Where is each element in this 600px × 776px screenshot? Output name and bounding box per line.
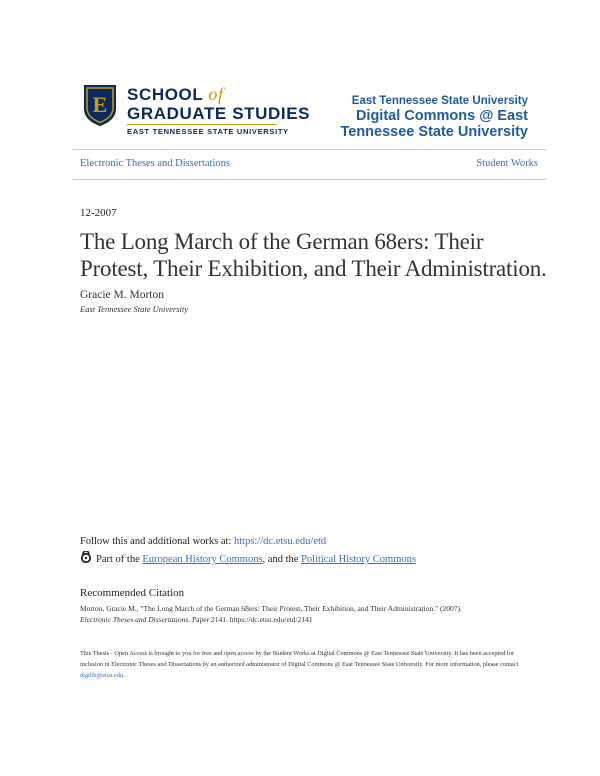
political-history-commons-link[interactable]: Political History Commons	[301, 554, 416, 565]
logo-university-name: EAST TENNESSEE STATE UNIVERSITY	[127, 127, 289, 136]
contact-email-link[interactable]: digilib@etsu.edu	[80, 672, 124, 679]
commons-middle: , and the	[262, 554, 302, 565]
european-history-commons-link[interactable]: European History Commons	[142, 554, 263, 565]
collection-link[interactable]: Electronic Theses and Dissertations	[80, 158, 230, 169]
follow-text: Follow this and additional works at:	[80, 536, 234, 547]
notice-text: This Thesis - Open Access is brought to you for free and open access by the Student Works at Digital Commons @ East Tennessee State University. It has been accepted for inclusion in Electronic Theses and Dissertations by an authorized administrator of Digital Commons @ East Tennessee State University. For more information, please contact	[80, 650, 519, 668]
logo-school-text	[127, 84, 224, 105]
shield-letter: E	[92, 92, 108, 117]
follow-link[interactable]: https://dc.etsu.edu/etd	[234, 536, 327, 547]
citation-text	[80, 603, 520, 625]
header-rule-top	[73, 149, 546, 150]
logo-divider	[127, 124, 277, 125]
document-title: The Long March of the German 68ers: Their Protest, Their Exhibition, and Their Administration.	[80, 229, 547, 281]
follow-line	[80, 536, 326, 547]
etsu-shield-logo-icon	[82, 83, 118, 127]
logo-school-word: SCHOOL	[127, 85, 204, 104]
citation-line2: Paper 2141. https://dc.etsu.edu/etd/2141	[190, 615, 313, 624]
commons-prefix: Part of the	[96, 554, 143, 565]
citation-series: Electronic Theses and Dissertations.	[80, 615, 191, 624]
open-access-icon	[80, 551, 92, 563]
notice-end: .	[123, 672, 125, 679]
citation-line1: Morton, Gracie M., "The Long March of the German 68ers: Their Protest, Their Exhibition, and Their Administration." (2007).	[80, 604, 462, 613]
institution-name: East Tennessee State University	[351, 95, 528, 107]
logo-of-word: of	[208, 84, 224, 104]
author-affiliation: East Tennessee State University	[80, 304, 189, 314]
repository-name: Digital Commons @ East Tennessee State University	[340, 108, 528, 140]
commons-line	[96, 554, 416, 565]
student-works-link[interactable]: Student Works	[476, 158, 538, 169]
access-notice	[80, 648, 535, 681]
publication-date: 12-2007	[80, 207, 117, 219]
logo-graduate-studies: GRADUATE STUDIES	[127, 104, 311, 123]
recommended-citation-heading: Recommended Citation	[80, 587, 185, 599]
header-rule-bottom	[73, 179, 546, 180]
author-name: Gracie M. Morton	[80, 289, 164, 301]
